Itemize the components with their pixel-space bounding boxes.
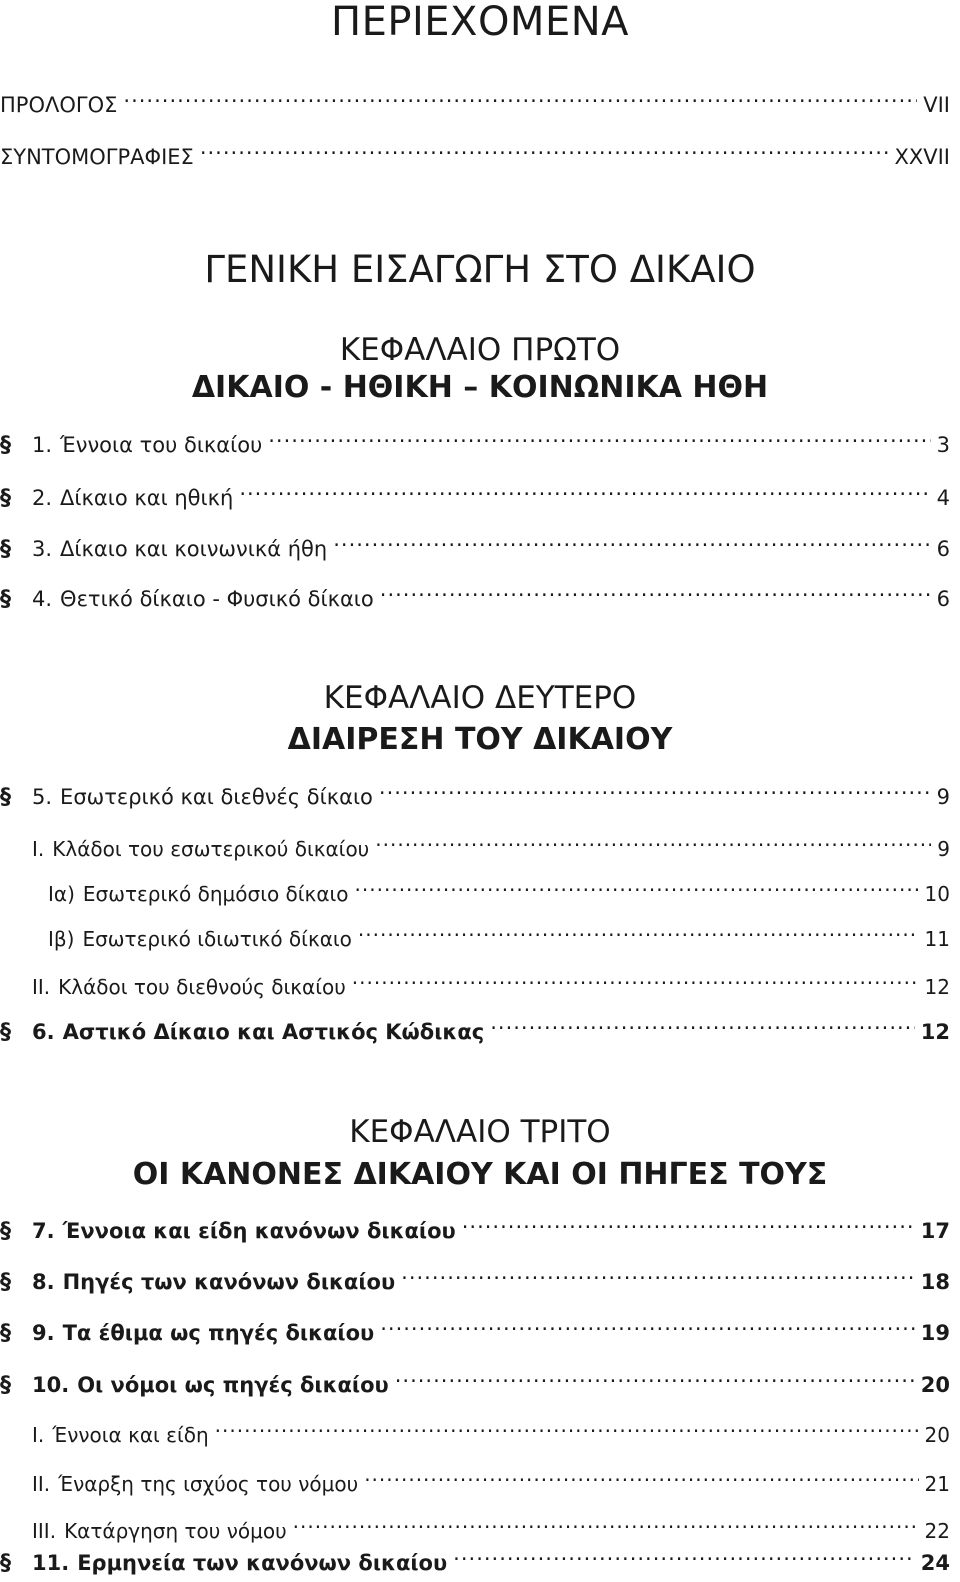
dot-leader	[395, 1371, 915, 1392]
page-title: ΠΕΡΙΕΧΟΜΕΝΑ	[331, 0, 629, 45]
entry-text: Δίκαιο και ηθική	[60, 486, 234, 510]
entry-page: 6	[936, 587, 950, 611]
entry-number: 11.	[32, 1551, 70, 1575]
entry-text: Τα έθιμα ως πηγές δικαίου	[62, 1321, 375, 1345]
section-symbol: §	[0, 1219, 11, 1244]
dot-leader	[215, 1422, 919, 1442]
entry-text: Εσωτερικό δημόσιο δίκαιο	[82, 882, 349, 906]
toc-entry[interactable]	[0, 780, 950, 815]
entry-page: 22	[924, 1519, 950, 1543]
entry-page: 24	[920, 1551, 950, 1575]
entry-text: Οι νόμοι ως πηγές δικαίου	[77, 1373, 389, 1397]
dot-leader	[358, 926, 919, 946]
chapter-label: ΚΕΦΑΛΑΙΟ ΔΕΥΤΕΡΟ	[323, 680, 637, 716]
entry-page: 6	[936, 537, 950, 561]
entry-text: Ερμηνεία των κανόνων δικαίου	[77, 1551, 448, 1575]
section-symbol: §	[0, 587, 11, 612]
entry-text: Εσωτερικό και διεθνές δίκαιο	[60, 785, 373, 809]
entry-number: Iα)	[48, 882, 75, 906]
chapter-title: ΔΙΚΑΙΟ - ΗΘΙΚΗ – ΚΟΙΝΩΝΙΚΑ ΗΘΗ	[191, 370, 769, 405]
entry-number: 9.	[32, 1321, 55, 1345]
dot-leader	[293, 1518, 919, 1538]
toc-entry[interactable]	[0, 1214, 950, 1249]
entry-page: 12	[920, 1020, 950, 1044]
dot-leader	[453, 1549, 915, 1570]
entry-page: VII	[923, 93, 950, 117]
entry-text: Εσωτερικό ιδιωτικό δίκαιο	[82, 927, 352, 951]
entry-text: Κατάργηση του νόμου	[64, 1519, 287, 1543]
toc-subentry[interactable]	[48, 877, 950, 911]
dot-leader	[462, 1217, 915, 1238]
entry-text: Κλάδοι του διεθνούς δικαίου	[58, 975, 346, 999]
entry-text: Έννοια και είδη κανόνων δικαίου	[62, 1219, 456, 1243]
section-symbol: §	[0, 1373, 11, 1398]
entry-text: ΠΡΟΛΟΓΟΣ	[0, 93, 118, 117]
dot-leader	[380, 1319, 915, 1340]
entry-number: 10.	[32, 1373, 70, 1397]
entry-page: 20	[924, 1423, 950, 1447]
entry-number: II.	[32, 975, 51, 999]
entry-page: 4	[936, 486, 950, 510]
entry-page: 17	[920, 1219, 950, 1243]
entry-text: ΣΥΝΤΟΜΟΓΡΑΦΙΕΣ	[0, 145, 194, 169]
dot-leader	[200, 143, 889, 164]
part-title: ΓΕΝΙΚΗ ΕΙΣΑΓΩΓΗ ΣΤΟ ΔΙΚΑΙΟ	[204, 248, 756, 291]
toc-subentry[interactable]	[32, 970, 950, 1004]
entry-text: Έννοια και είδη	[52, 1423, 209, 1447]
dot-leader	[333, 535, 930, 556]
chapter-title: ΟΙ ΚΑΝΟΝΕΣ ΔΙΚΑΙΟΥ ΚΑΙ ΟΙ ΠΗΓΕΣ ΤΟΥΣ	[132, 1157, 828, 1192]
toc-entry[interactable]	[0, 481, 950, 516]
dot-leader	[355, 881, 919, 901]
section-symbol: §	[0, 433, 11, 458]
entry-number: 6.	[32, 1020, 55, 1044]
toc-subentry[interactable]	[32, 832, 950, 866]
entry-number: II.	[32, 1472, 51, 1496]
toc-entry[interactable]	[0, 582, 950, 617]
dot-leader	[401, 1268, 915, 1289]
toc-entry-prologue[interactable]	[0, 88, 950, 122]
dot-leader	[268, 431, 930, 452]
entry-page: 12	[924, 975, 950, 999]
entry-page: 9	[937, 837, 950, 861]
section-symbol: §	[0, 1020, 11, 1045]
entry-number: I.	[32, 1423, 45, 1447]
dot-leader	[364, 1471, 918, 1491]
chapter-label: ΚΕΦΑΛΑΙΟ ΤΡΙΤΟ	[349, 1114, 611, 1150]
toc-subentry[interactable]	[48, 922, 950, 956]
entry-page: 18	[920, 1270, 950, 1294]
toc-subentry[interactable]	[32, 1467, 950, 1501]
toc-entry[interactable]	[0, 428, 950, 463]
entry-number: 2.	[32, 486, 53, 510]
entry-page: 3	[936, 433, 950, 457]
entry-number: 4.	[32, 587, 53, 611]
entry-text: Πηγές των κανόνων δικαίου	[62, 1270, 396, 1294]
section-symbol: §	[0, 1321, 11, 1346]
section-symbol: §	[0, 486, 11, 511]
section-symbol: §	[0, 1551, 11, 1576]
entry-number: 5.	[32, 785, 53, 809]
entry-text: Έναρξη της ισχύος του νόμου	[58, 1472, 359, 1496]
entry-number: 3.	[32, 537, 53, 561]
toc-subentry[interactable]	[32, 1418, 950, 1452]
entry-text: Θετικό δίκαιο - Φυσικό δίκαιο	[60, 587, 374, 611]
toc-entry-abbreviations[interactable]	[0, 140, 950, 174]
entry-number: 8.	[32, 1270, 55, 1294]
entry-text: Δίκαιο και κοινωνικά ήθη	[60, 537, 328, 561]
entry-page: XXVII	[894, 145, 950, 169]
dot-leader	[123, 91, 917, 112]
toc-subentry[interactable]	[32, 1514, 950, 1548]
toc-entry[interactable]	[0, 1368, 950, 1403]
dot-leader	[379, 783, 931, 804]
entry-number: Iβ)	[48, 927, 75, 951]
entry-text: Αστικό Δίκαιο και Αστικός Κώδικας	[62, 1020, 485, 1044]
dot-leader	[490, 1018, 915, 1039]
entry-page: 21	[924, 1472, 950, 1496]
toc-entry[interactable]	[0, 532, 950, 567]
entry-number: III.	[32, 1519, 57, 1543]
dot-leader	[352, 974, 919, 994]
entry-page: 9	[936, 785, 950, 809]
entry-page: 19	[920, 1321, 950, 1345]
entry-number: 1.	[32, 433, 53, 457]
chapter-label: ΚΕΦΑΛΑΙΟ ΠΡΩΤΟ	[339, 332, 621, 368]
entry-number: I.	[32, 837, 45, 861]
toc-entry[interactable]	[0, 1316, 950, 1351]
entry-page: 20	[920, 1373, 950, 1397]
dot-leader	[380, 585, 931, 606]
dot-leader	[375, 836, 931, 856]
section-symbol: §	[0, 785, 11, 810]
section-symbol: §	[0, 1270, 11, 1295]
dot-leader	[239, 484, 930, 505]
chapter-title: ΔΙΑΙΡΕΣΗ ΤΟΥ ΔΙΚΑΙΟΥ	[287, 722, 673, 757]
entry-page: 10	[924, 882, 950, 906]
entry-page: 11	[924, 927, 950, 951]
entry-text: Κλάδοι του εσωτερικού δικαίου	[52, 837, 370, 861]
toc-entry[interactable]	[0, 1015, 950, 1050]
toc-entry[interactable]	[0, 1265, 950, 1300]
section-symbol: §	[0, 537, 11, 562]
entry-text: Έννοια του δικαίου	[60, 433, 263, 457]
toc-entry[interactable]	[0, 1546, 950, 1581]
entry-number: 7.	[32, 1219, 55, 1243]
